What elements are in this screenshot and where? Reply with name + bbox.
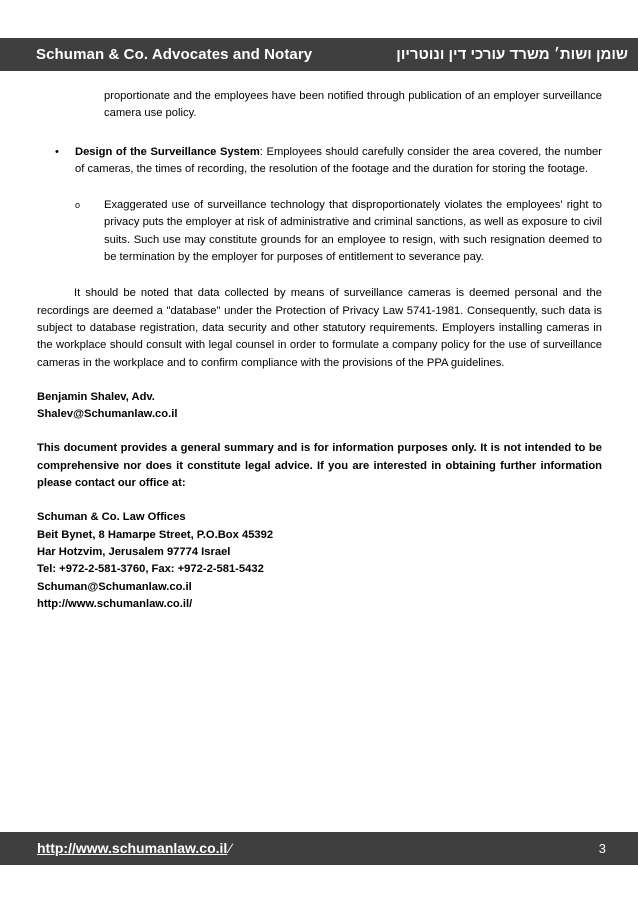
footer-website-link[interactable]: http://www.schumanlaw.co.il	[37, 839, 228, 856]
author-name: Benjamin Shalev, Adv.	[37, 390, 155, 403]
office-name: Schuman & Co. Law Offices	[37, 511, 186, 524]
firm-name-hebrew: שומן ושות׳ משרד עורכי דין ונוטריון	[396, 46, 628, 63]
bullet-item	[37, 144, 602, 179]
page-number: 3	[598, 841, 606, 856]
firm-name-english: Schuman & Co. Advocates and Notary	[36, 46, 313, 63]
sub-bullet-text: Exaggerated use of surveillance technology that disproportionately violates the employees' right to privacy puts the employer at risk of administrative and criminal sanctions, as well as exposure to civil suits. Such use may constitute grounds for an employee to resign, with such resignation deemed to be termination by the employer for purposes of entitlement to severance pay.	[104, 199, 602, 264]
bullet-marker: •	[55, 145, 59, 158]
office-address-line-1: Beit Bynet, 8 Hamarpe Street, P.O.Box 45392	[37, 528, 274, 541]
sub-bullet-marker: o	[75, 200, 81, 211]
bullet-title: Design of the Surveillance System	[75, 145, 260, 158]
continued-paragraph: proportionate and the employees have been notified through publication of an employer surveillance camera use policy.	[104, 90, 602, 120]
contact-block	[37, 509, 602, 613]
document-body	[37, 88, 602, 613]
sub-bullet-item	[37, 197, 602, 266]
disclaimer: This document provides a general summary and is for information purposes only. It is not intended to be comprehensive nor does it constitute legal advice. If you are interested in obtaining further information please contact our office at:	[37, 442, 602, 490]
author-signature	[37, 389, 602, 424]
office-website[interactable]: http://www.schumanlaw.co.il/	[37, 597, 193, 610]
footer-bar	[0, 832, 638, 865]
footer-link-group	[37, 840, 232, 858]
header-bar	[0, 38, 638, 71]
bullet-text: : Employees should carefully consider the area covered, the number of cameras, the times of recording, the resolution of the footage and the duration for storing the footage.	[75, 145, 602, 175]
author-email[interactable]: Shalev@Schumanlaw.co.il	[37, 408, 178, 421]
office-email[interactable]: Schuman@Schumanlaw.co.il	[37, 580, 192, 593]
body-paragraph: It should be noted that data collected by means of surveillance cameras is deemed personal and the recordings are deemed a "database" under the Protection of Privacy Law 5741-1981. Consequently, such data is subject to database registration, data security and other statutory requirements. Employers installing cameras in the workplace should consult with legal counsel in order to formulate a company policy for the use of surveillance cameras in the workplace and to confirm compliance with the provisions of the PPA guidelines.	[37, 287, 602, 369]
office-phone-fax: Tel: +972-2-581-3760, Fax: +972-2-581-5432	[37, 563, 264, 576]
footer-slash: ⁄	[229, 839, 232, 856]
office-address-line-2: Har Hotzvim, Jerusalem 97774 Israel	[37, 545, 231, 558]
